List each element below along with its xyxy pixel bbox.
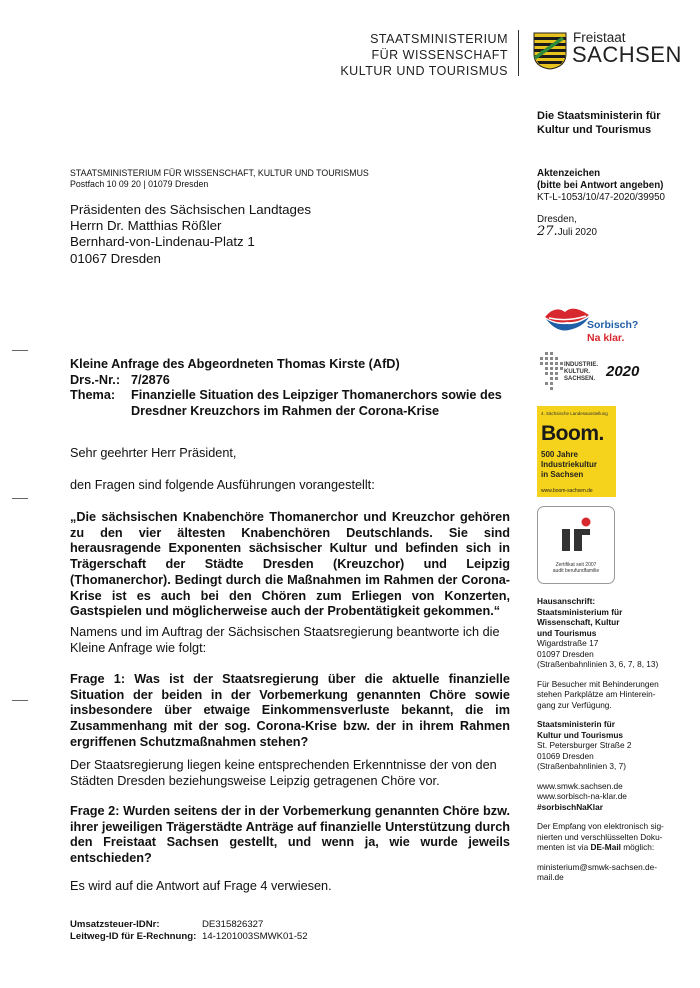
- date-month-year: Juli 2020: [557, 227, 597, 238]
- empfang-line: nierten und verschlüsselten Doku-: [537, 831, 663, 842]
- address-line: Wigardstraße 17: [537, 638, 599, 648]
- website-link[interactable]: www.sorbisch-na-klar.de: [537, 791, 627, 801]
- intro-text: den Fragen sind folgende Ausführungen vorangestellt:: [70, 478, 375, 492]
- besucher-line: Für Besucher mit Behinderungen: [537, 678, 659, 689]
- question-2: Frage 2: Wurden seitens der in der Vorbemerkung genannten Chöre bzw. ihrer jeweiligen Trägerstädte Anträge auf finanzielle Unterstützung durch den Freistaat Sachsen gestellt, und wenn ja, wie wurde jeweils entschieden?: [70, 804, 510, 866]
- ministry-name: [340, 31, 508, 79]
- thema-text-cont: Dresdner Kreuzchors im Rahmen der Corona-Krise: [131, 403, 440, 418]
- industriekultur-logo: [537, 350, 662, 395]
- boom-exhibition-logo: [537, 406, 616, 497]
- hausanschrift-line: Wissenschaft, Kultur: [537, 617, 620, 627]
- reference-hint: (bitte bei Antwort angeben): [537, 180, 664, 191]
- industrie-line: KULTUR.: [564, 369, 590, 375]
- minister-title: [537, 110, 660, 137]
- ministry-line: FÜR WISSENSCHAFT: [371, 48, 508, 62]
- boom-sub-line: in Sachsen: [541, 470, 584, 479]
- reference-label: Aktenzeichen: [537, 168, 601, 179]
- ministry-line: KULTUR UND TOURISMUS: [340, 64, 508, 78]
- sachsen-label: SACHSEN: [572, 42, 682, 67]
- question-1: Frage 1: Was ist der Staatsregierung über die aktuelle finanzielle Situation der beiden in der Vorbemerkung genannten Chöre sowie insbesondere über etwaige Einkommensverluste bekannt, die im Zusammenhang mit der sog. Corona-Krise bzw. der in ihrem Rahmen ergriffenen Schutzmaßnahmen stehen?: [70, 672, 510, 749]
- reference-block: [537, 168, 665, 204]
- recipient-line: 01067 Dresden: [70, 250, 161, 266]
- date-block: [537, 214, 597, 239]
- fold-mark: [12, 700, 28, 701]
- answer-1: Der Staatsregierung liegen keine entsprechenden Erkenntnisse der von den Städten Dresden beziehungsweise Leipzig getragenen Chöre vor.: [70, 758, 497, 788]
- sidebar-contact: [537, 596, 667, 892]
- website-link[interactable]: www.smwk.sachsen.de: [537, 780, 623, 791]
- salutation: Sehr geehrter Herr Präsident,: [70, 446, 237, 460]
- empfang-line: Der Empfang von elektronisch sig-: [537, 821, 664, 831]
- address-line: St. Petersburger Straße 2: [537, 740, 632, 750]
- address-line: (Straßenbahnlinien 3, 6, 7, 8, 13): [537, 659, 659, 669]
- recipient-line: Bernhard-von-Lindenau-Platz 1: [70, 234, 255, 250]
- ust-value: DE315826327: [202, 919, 264, 930]
- leitweg-value: 14-1201003SMWK01-52: [202, 930, 308, 942]
- fold-mark: [12, 498, 28, 499]
- year-2020: 2020: [606, 363, 640, 380]
- saxony-crest-icon: [533, 32, 567, 70]
- hausanschrift-line: und Tourismus: [537, 627, 597, 638]
- recipient-line: Präsidenten des Sächsischen Landtages: [70, 202, 311, 217]
- boom-title: Boom.: [541, 422, 604, 445]
- na-klar-text: Na klar.: [587, 332, 625, 344]
- recipient-line: Herrn Dr. Matthias Rößler: [70, 218, 222, 234]
- boom-small-text: 4. Sächsische Landesausstellung: [541, 411, 608, 416]
- second-address-title: Kultur und Tourismus: [537, 729, 624, 740]
- ust-label: Umsatzsteuer-IDNr:: [70, 919, 160, 930]
- email-link[interactable]: mail.de: [537, 872, 564, 882]
- industrie-line: SACHSEN.: [564, 376, 596, 382]
- hausanschrift-label: Hausanschrift:: [537, 596, 596, 606]
- sender-address: [70, 168, 369, 190]
- minister-title-line: Kultur und Tourismus: [537, 123, 652, 136]
- hausanschrift-line: Staatsministerium für: [537, 606, 623, 617]
- namens-text: Namens und im Auftrag der Sächsischen Staatsregierung beantworte ich die Kleine Anfrage wie folgt:: [70, 625, 500, 655]
- audit-symbol-icon: [556, 517, 596, 553]
- boom-sub-line: Industriekultur: [541, 460, 598, 469]
- sorbisch-text: Sorbisch?: [587, 319, 639, 331]
- header-divider: [518, 30, 519, 76]
- recipient-address: [70, 202, 311, 267]
- de-mail-label: DE-Mail: [590, 842, 621, 852]
- hashtag: #sorbischNaKlar: [537, 801, 603, 812]
- leitweg-label: Leitweg-ID für E-Rechnung:: [70, 930, 197, 942]
- sorbisch-na-klar-logo: [543, 303, 653, 351]
- empfang-line: möglich:: [620, 842, 655, 852]
- answer-2: Es wird auf die Antwort auf Frage 4 verwiesen.: [70, 879, 332, 893]
- minister-title-line: Die Staatsministerin für: [537, 110, 661, 122]
- zert-line: Zertifikat seit 2007: [555, 562, 597, 568]
- zert-line: audit berufundfamilie: [552, 568, 600, 574]
- sender-line: STAATSMINISTERIUM FÜR WISSENSCHAFT, KULTUR UND TOURISMUS: [70, 168, 369, 178]
- drs-label: Drs.-Nr.:: [70, 372, 121, 387]
- drs-value: 7/2876: [131, 372, 170, 387]
- date-city: Dresden,: [537, 214, 577, 225]
- preliminary-quote: „Die sächsischen Knabenchöre Thomanerchor und Kreuzchor gehören zu den vier ältesten Knabenchören Deutschlands. Sie sind herausragende Exponenten sächsischer Kultur und befinden sich in Trägerschaft der Städte Dresden (Kreuzchor) und Leipzig (Thomanerchor). Bedingt durch die Maßnahmen im Rahmen der Corona-Krise ist es auch bei den Chören zum Erliegen von Konzerten, Gastspielen und möglicherweise auch der Probentätigkeit gekommen.“: [70, 510, 510, 619]
- thema-label: Thema:: [70, 388, 116, 402]
- sender-line: Postfach 10 09 20 | 01079 Dresden: [70, 179, 209, 189]
- address-line: 01097 Dresden: [537, 648, 594, 659]
- boom-url: www.boom-sachsen.de: [541, 488, 593, 494]
- besucher-line: stehen Parkplätze am Hinterein-: [537, 689, 656, 699]
- audit-certificate-badge: [537, 506, 615, 584]
- saxony-map-dots-icon: [537, 350, 567, 394]
- boom-sub-line: 500 Jahre: [541, 450, 578, 459]
- subject-title: Kleine Anfrage des Abgeordneten Thomas Kirste (AfD): [70, 357, 400, 371]
- subject-block: [70, 357, 502, 419]
- industrie-line: INDUSTRIE.: [564, 362, 599, 368]
- address-line: 01069 Dresden: [537, 750, 594, 761]
- second-address-title: Staatsministerin für: [537, 719, 615, 729]
- email-link[interactable]: ministerium@smwk-sachsen.de-: [537, 861, 657, 872]
- lips-icon: [543, 303, 591, 337]
- fold-mark: [12, 350, 28, 351]
- footer-tax-info: [70, 919, 308, 942]
- ministry-line: STAATSMINISTERIUM: [370, 32, 508, 46]
- thema-text: Finanzielle Situation des Leipziger Thomanerchors sowie des: [131, 388, 502, 402]
- address-line: (Straßenbahnlinien 3, 7): [537, 761, 627, 771]
- freistaat-label: Freistaat: [573, 30, 626, 45]
- date-day-handwritten: 27.: [537, 224, 558, 239]
- reference-number: KT-L-1053/10/47-2020/39950: [537, 192, 666, 203]
- empfang-line: menten ist via: [537, 842, 591, 852]
- besucher-line: gang zur Verfügung.: [537, 699, 612, 710]
